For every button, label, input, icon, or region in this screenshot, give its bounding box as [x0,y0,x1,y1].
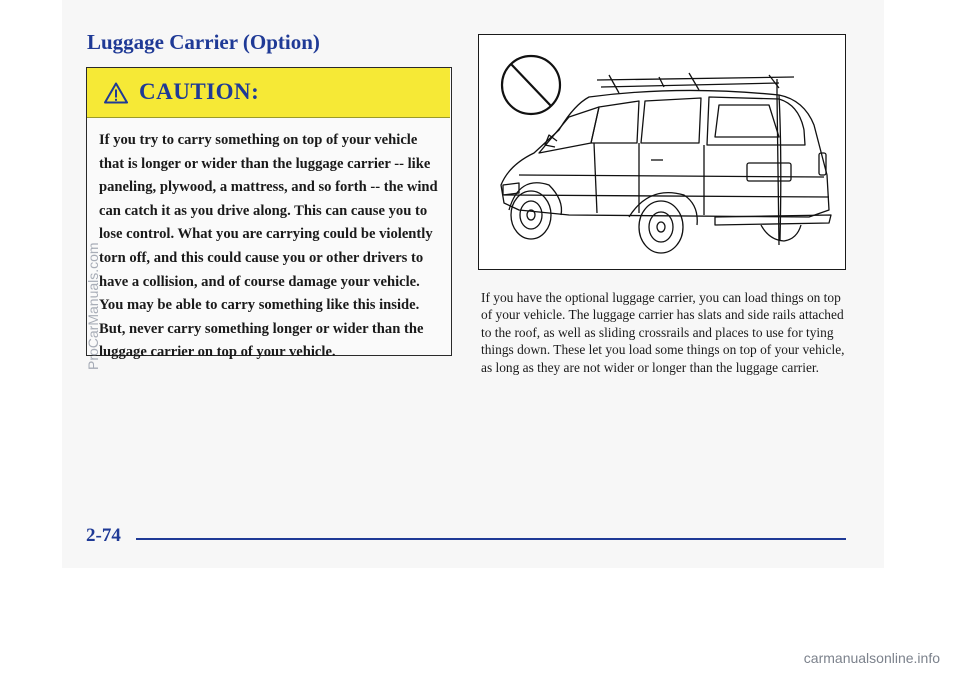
side-watermark: ProCarManuals.com [85,242,101,370]
warning-triangle-icon [104,82,128,104]
caution-header [87,68,450,118]
caution-label: CAUTION: [139,79,260,104]
minivan-illustration [478,34,846,270]
section-title: Luggage Carrier (Option) [87,30,320,54]
caution-box [86,67,452,361]
caution-text: If you try to carry something on top of your vehicle that is longer or wider than the luggage carrier -- like paneling, plywood, a mattress, and so forth -- the wind can catch it as you drive along. This can cause you to lose control. What you are carrying could be violently torn off, and this could cause you or other drivers to have a collision, and of course damage your vehicle. You may be able to carry something like this inside. But, never carry something longer or wider than the luggage carrier on top of your vehicle. [99,132,438,361]
page-number: 2-74 [86,525,121,546]
bottom-watermark: carmanualsonline.info [803,650,940,666]
minivan-drawing [501,73,831,253]
body-paragraph: If you have the optional luggage carrier, you can load things on top of your vehicle. The luggage carrier has slats and side rails attached to the roof, as well as sliding crossrails and places to use for tying things down. These let you load some things on top of your vehicle, as long as they are not wider or longer than the luggage carrier. [481,290,845,375]
footer-rule [136,538,846,540]
prohibition-circle-icon [502,56,560,114]
